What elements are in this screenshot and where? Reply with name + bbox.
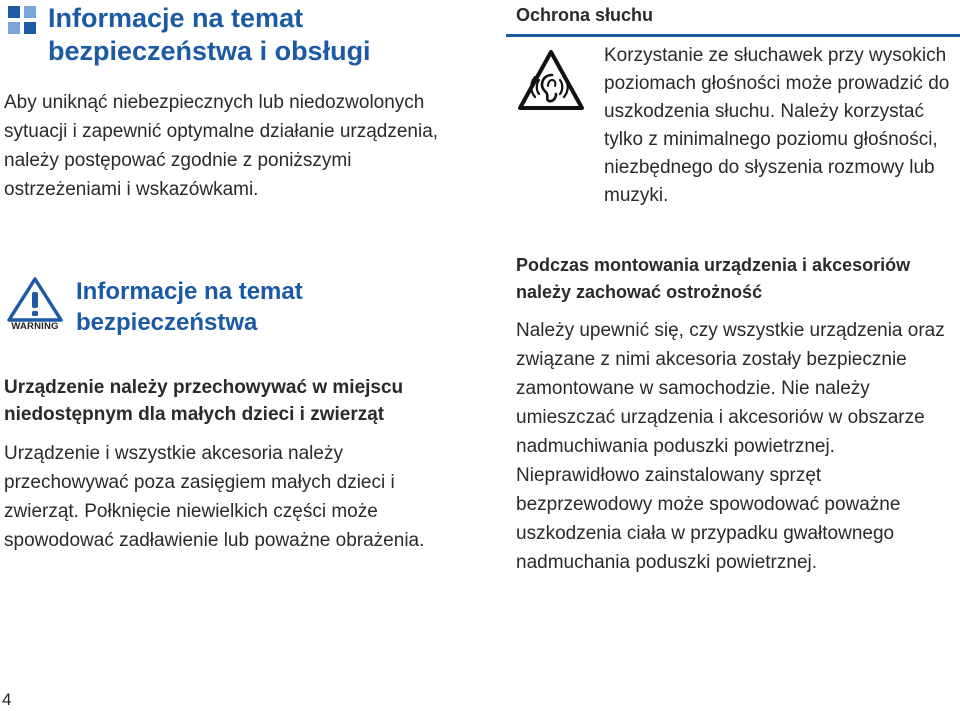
warning-triangle-icon	[6, 276, 64, 336]
section-heading-line2: bezpieczeństwa	[76, 309, 258, 336]
section-heading	[76, 276, 406, 338]
hearing-heading: Ochrona słuchu	[516, 5, 654, 25]
page-number: 4	[2, 690, 12, 709]
warning-icon-label: WARNING	[11, 321, 59, 332]
children-safety-heading: Urządzenie należy przechowywać w miejscu niedostępnym dla małych dzieci i zwierząt	[4, 377, 404, 425]
intro-paragraph: Aby uniknąć niebezpiecznych lub niedozwolonych sytuacji i zapewnić optymalne działanie urządzenia, należy postępować zgodnie z poniższymi ostrzeżeniami i wskazówkami.	[4, 92, 439, 200]
page-title-line1: Informacje na temat	[48, 3, 304, 33]
mounting-text: Należy upewnić się, czy wszystkie urządzenia oraz związane z nimi akcesoria zostały bezpiecznie zamontowane w samochodzie. Nie należy umieszczać urządzenia i akcesoriów w obszarze nadmuchiwania poduszki powietrznej. Nieprawidłowo zainstalowany sprzęt bezprzewodowy może spowodować poważne uszkodzenia ciała w przypadku gwałtownego nadmuchania poduszki powietrznej.	[516, 320, 945, 573]
logo-square	[24, 6, 36, 18]
hearing-warning-icon	[516, 48, 586, 112]
logo-square	[8, 22, 20, 34]
page-title	[48, 2, 468, 68]
children-safety-text: Urządzenie i wszystkie akcesoria należy przechowywać poza zasięgiem małych dzieci i zwierząt. Połknięcie niewielkich części może spowodować zadławienie lub poważne obrażenia.	[4, 443, 425, 551]
logo-square	[24, 22, 36, 34]
logo-square	[8, 6, 20, 18]
section-heading-line1: Informacje na temat	[76, 278, 303, 305]
page-title-line2: bezpieczeństwa i obsługi	[48, 36, 371, 66]
hearing-warning-text: Korzystanie ze słuchawek przy wysokich poziomach głośności może prowadzić do uszkodzenia słuchu. Należy korzystać tylko z minimalnego poziomu głośności, niezbędnego do słyszenia rozmowy lub muzyki.	[604, 45, 950, 206]
mounting-heading: Podczas montowania urządzenia i akcesoriów należy zachować ostrożność	[516, 255, 911, 302]
squares-logo-icon	[8, 6, 36, 34]
